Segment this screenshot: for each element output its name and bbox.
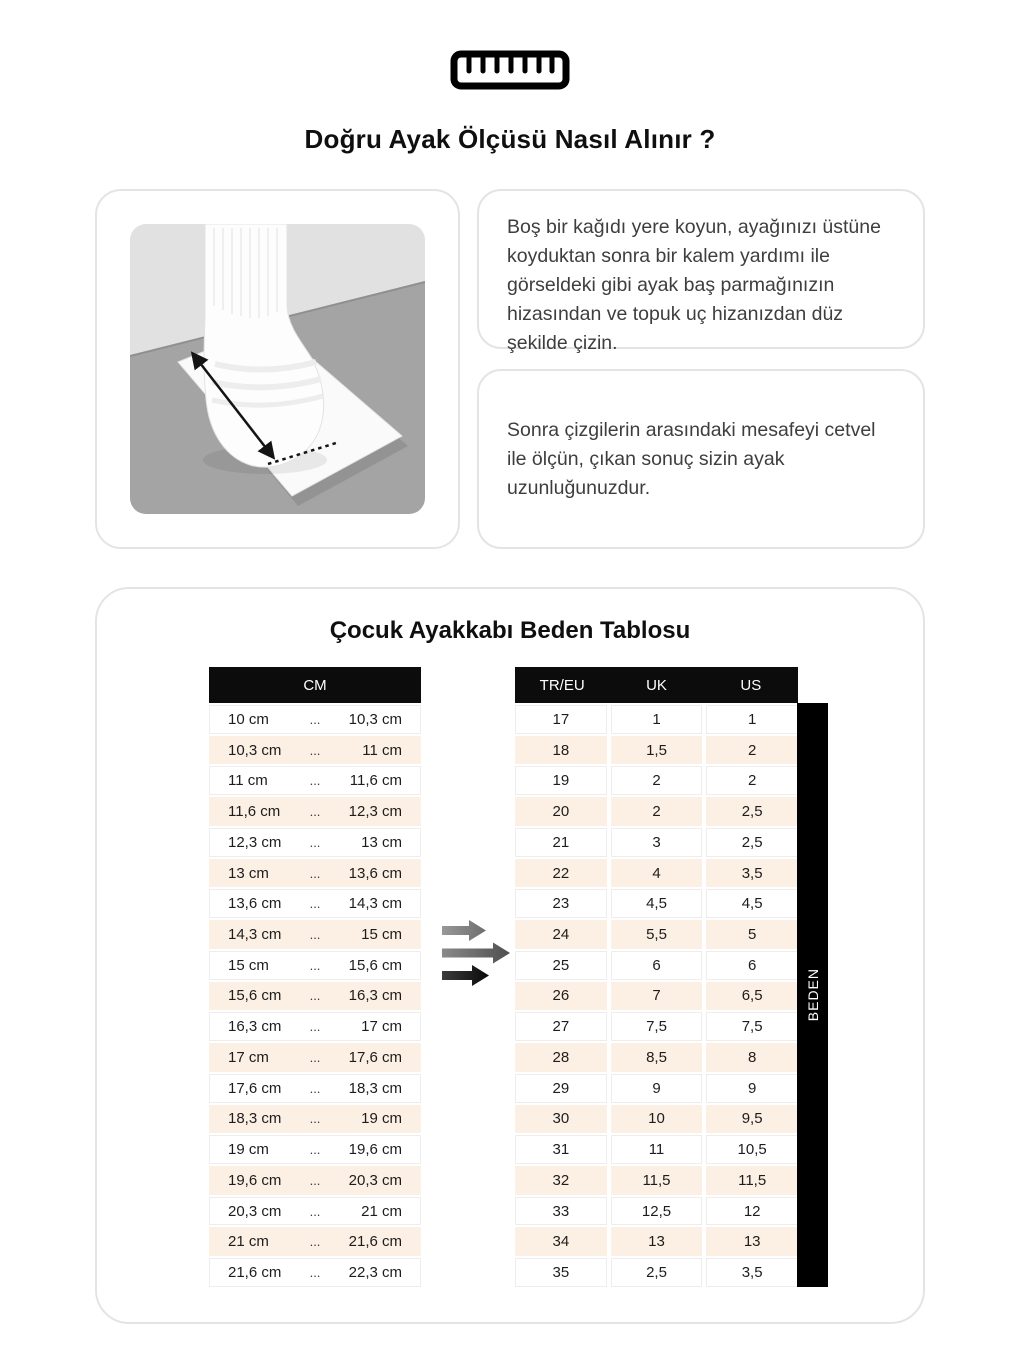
cm-table-row: 12,3 cm ... 13 cm — [209, 828, 421, 857]
cm-table-row: 11 cm ... 11,6 cm — [209, 766, 421, 795]
size-table-row: 33 12,5 12 — [515, 1197, 798, 1226]
header-tr-eu: TR/EU — [539, 676, 585, 694]
foot-on-paper-illustration — [130, 224, 425, 514]
size-table-row: 17 1 1 — [515, 705, 798, 734]
foot-measurement-photo-card — [95, 189, 460, 549]
header-us: US — [740, 676, 762, 694]
instruction-cards — [477, 189, 925, 549]
size-table-row: 21 3 2,5 — [515, 828, 798, 857]
instruction-card-2 — [477, 369, 925, 549]
cm-range-table — [209, 667, 421, 1287]
page-title: Doğru Ayak Ölçüsü Nasıl Alınır ? — [304, 124, 716, 154]
size-table-header — [515, 667, 798, 703]
size-table-row: 32 11,5 11,5 — [515, 1166, 798, 1195]
page-header — [0, 0, 1020, 155]
size-table-row: 20 2 2,5 — [515, 797, 798, 826]
size-table-row: 27 7,5 7,5 — [515, 1012, 798, 1041]
size-axis-label: BEDEN — [804, 968, 821, 1022]
size-conversion-table — [515, 667, 798, 1287]
cm-table-row: 19 cm ... 19,6 cm — [209, 1135, 421, 1164]
cm-table-row: 13,6 cm ... 14,3 cm — [209, 889, 421, 918]
size-table-row: 28 8,5 8 — [515, 1043, 798, 1072]
cm-table-row: 17,6 cm ... 18,3 cm — [209, 1074, 421, 1103]
cm-table-row: 21 cm ... 21,6 cm — [209, 1227, 421, 1256]
size-table-row: 25 6 6 — [515, 951, 798, 980]
size-table-row: 26 7 6,5 — [515, 982, 798, 1011]
cm-table-row: 14,3 cm ... 15 cm — [209, 920, 421, 949]
size-table-row: 19 2 2 — [515, 766, 798, 795]
header-uk: UK — [646, 676, 667, 694]
size-table-row: 24 5,5 5 — [515, 920, 798, 949]
section-title: Çocuk Ayakkabı Beden Tablosu — [329, 617, 691, 644]
size-table-row: 22 4 3,5 — [515, 859, 798, 888]
cm-table-row: 18,3 cm ... 19 cm — [209, 1105, 421, 1134]
cm-table-row: 15,6 cm ... 16,3 cm — [209, 982, 421, 1011]
cm-table-rows — [209, 703, 421, 1287]
cm-table-row: 11,6 cm ... 12,3 cm — [209, 797, 421, 826]
cm-table-row: 17 cm ... 17,6 cm — [209, 1043, 421, 1072]
instruction-card-1 — [477, 189, 925, 354]
cm-table-row: 21,6 cm ... 22,3 cm — [209, 1258, 421, 1287]
size-axis-label-bar — [797, 703, 828, 1287]
ruler-icon — [450, 50, 570, 90]
size-table-row: 23 4,5 4,5 — [515, 889, 798, 918]
cm-table-row: 13 cm ... 13,6 cm — [209, 859, 421, 888]
size-table-row: 30 10 9,5 — [515, 1105, 798, 1134]
size-table-row: 31 11 10,5 — [515, 1135, 798, 1164]
cm-table-row: 19,6 cm ... 20,3 cm — [209, 1166, 421, 1195]
cm-table-header: CM — [209, 667, 421, 703]
conversion-arrows-icon — [440, 919, 512, 989]
cm-table-row: 20,3 cm ... 21 cm — [209, 1197, 421, 1226]
size-table-section — [95, 587, 925, 1324]
size-table-row: 34 13 13 — [515, 1227, 798, 1256]
cm-table-row: 15 cm ... 15,6 cm — [209, 951, 421, 980]
measurement-instructions — [95, 189, 925, 549]
cm-table-row: 10 cm ... 10,3 cm — [209, 705, 421, 734]
size-table-row: 35 2,5 3,5 — [515, 1258, 798, 1287]
instruction-text-1: Boş bir kağıdı yere koyun, ayağınızı üstüne koyduktan sonra bir kalem yardımı ile görseldeki gibi ayak baş parmağınızın hizasından ve topuk uç hizanızdan düz şekilde çizin. — [507, 216, 881, 354]
size-table-row: 29 9 9 — [515, 1074, 798, 1103]
cm-table-row: 10,3 cm ... 11 cm — [209, 736, 421, 765]
size-table-row: 18 1,5 2 — [515, 736, 798, 765]
cm-table-row: 16,3 cm ... 17 cm — [209, 1012, 421, 1041]
instruction-text-2: Sonra çizgilerin arasındaki mesafeyi cetvel ile ölçün, çıkan sonuç sizin ayak uzunluğunuzdur. — [507, 418, 876, 499]
size-table-rows — [515, 703, 798, 1287]
